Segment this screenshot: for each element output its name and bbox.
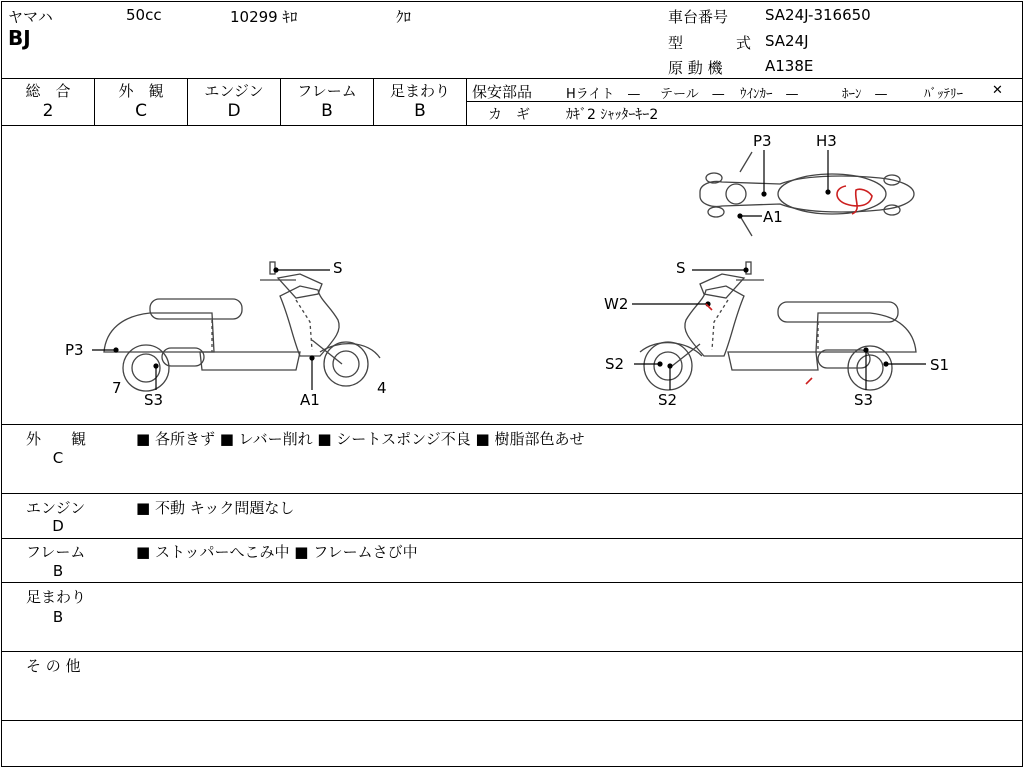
label-top-a1: A1 (763, 208, 783, 226)
label-top-p3: P3 (753, 132, 772, 150)
label-left-p3: P3 (65, 341, 84, 359)
divider (1, 720, 1022, 721)
label-left-7: 7 (112, 379, 122, 397)
scooter-right-view (640, 262, 916, 390)
remark-label: 外 観 (26, 430, 87, 448)
model-type: SA24J (765, 32, 809, 50)
remark-label: 足まわり (26, 588, 87, 606)
label-right-s2: S2 (605, 355, 625, 373)
grade-label: 足まわり (389, 82, 450, 100)
label-right-w2: W2 (604, 295, 629, 313)
battery-missing-mark: ✕ (992, 83, 1003, 98)
frame-number: SA24J-316650 (765, 6, 871, 24)
damage-diagram (0, 126, 1024, 424)
grade-value: B (414, 101, 426, 121)
label-right-s1: S1 (930, 356, 950, 374)
remark-label: そ の 他 (26, 657, 81, 675)
label-right-s: S (676, 259, 686, 277)
grade-value: C (135, 101, 147, 121)
remark-label: エンジン (26, 499, 86, 517)
scooter-left-view (104, 262, 380, 391)
label-right-s3: S3 (854, 391, 874, 409)
keys-label: カ ギ (488, 107, 530, 123)
divider (1, 78, 1022, 79)
maker-name: ヤマハ (8, 8, 53, 26)
label-right-s2: S2 (658, 391, 678, 409)
frame-number-label: 車台番号 (668, 8, 729, 26)
remark-text: ■ 各所きず ■ レバー削れ ■ シートスポンジ不良 ■ 樹脂部色あせ (136, 430, 585, 448)
label-left-a1: A1 (300, 391, 320, 409)
divider (1, 424, 1022, 425)
remark-text: ■ ストッパーへこみ中 ■ フレームさび中 (136, 543, 418, 561)
divider (1, 582, 1022, 583)
label-left-s3: S3 (144, 391, 164, 409)
scooter-top-view (700, 152, 914, 236)
divider (1, 493, 1022, 494)
safety-item-taillight: テール — (660, 87, 725, 102)
engine-type: A138E (765, 57, 814, 75)
remark-label: フレーム (26, 543, 86, 561)
damage-marks (706, 186, 872, 384)
grade-label: 総 合 (25, 82, 71, 100)
safety-item-battery: ﾊﾞｯﾃﾘｰ (924, 87, 963, 102)
grade-value: D (227, 101, 241, 121)
keys-value: ｶｷﾞ2 ｼｬｯﾀｰｷｰ2 (566, 107, 659, 123)
mileage: 10299 ｷﾛ (230, 8, 298, 26)
label-left-s: S (333, 259, 343, 277)
divider (466, 78, 467, 126)
remark-grade: D (52, 517, 64, 535)
label-top-h3: H3 (816, 132, 837, 150)
grade-value: 2 (42, 101, 54, 121)
model-name: BJ (8, 26, 31, 50)
engine-type-label: 原 動 機 (668, 59, 723, 77)
grade-label: エンジン (204, 82, 264, 100)
model-type-label: 式 (736, 34, 752, 52)
remark-grade: B (52, 562, 64, 580)
displacement: 50cc (126, 6, 162, 24)
model-type-label: 型 (668, 34, 684, 52)
remark-grade: C (52, 449, 64, 467)
grade-label: 外 観 (118, 82, 164, 100)
divider (1, 538, 1022, 539)
divider (1, 651, 1022, 652)
remark-text: ■ 不動 キック問題なし (136, 499, 295, 517)
safety-title: 保安部品 (472, 83, 533, 101)
safety-item-winker: ｳｲﾝｶｰ — (740, 87, 799, 102)
remark-grade: B (52, 608, 64, 626)
color: ｸﾛ (396, 8, 412, 26)
grade-label: フレーム (297, 82, 357, 100)
label-left-4: 4 (377, 379, 387, 397)
safety-item-headlight: Hライト — (566, 87, 641, 102)
grade-value: B (321, 101, 333, 121)
safety-item-horn: ﾎｰﾝ — (842, 87, 888, 102)
